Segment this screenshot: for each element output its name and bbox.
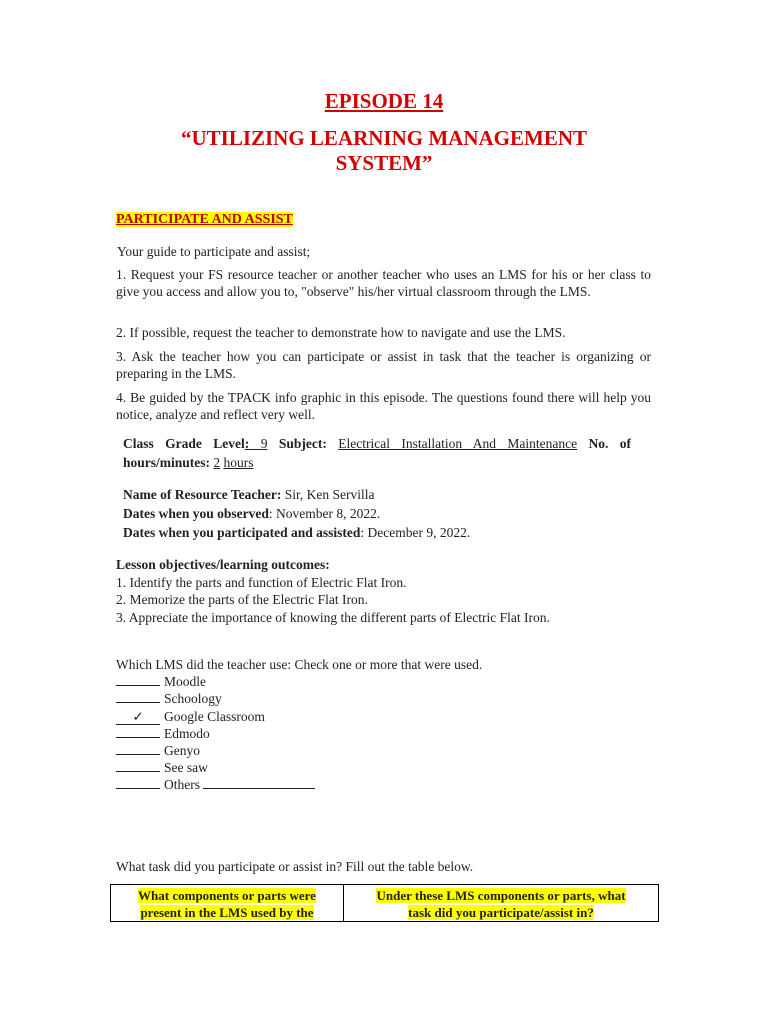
step-2: 2. If possible, request the teacher to demonstrate how to navigate and use the LMS. [116,325,566,340]
step-4: 4. Be guided by the TPACK info graphic in this episode. The questions found there will help you notice, analyze and reflect very well. [116,390,651,422]
step-3: 3. Ask the teacher how you can participate or assist in task that the teacher is organizing or preparing in the LMS. [116,349,651,381]
lms-checklist [116,656,482,793]
task-table [110,884,659,922]
page-title [0,126,768,176]
section-heading: PARTICIPATE AND ASSIST [116,212,293,227]
lms-option-others[interactable]: Others [116,776,482,793]
lms-option-edmodo[interactable]: Edmodo [116,725,482,742]
step-1: 1. Request your FS resource teacher or another teacher who uses an LMS for his or her class to give you access and allow you to, "observe" his/her virtual classroom through the LMS. [116,267,651,299]
table-row [111,885,659,922]
objective-item: 1. Identify the parts and function of Electric Flat Iron. [116,574,407,590]
lms-option-schoology[interactable]: Schoology [116,690,482,707]
check-mark-icon: ✓ [116,710,160,725]
page-title-line-1: “UTILIZING LEARNING MANAGEMENT [180,126,588,150]
page-title-line-2: SYSTEM” [335,151,433,175]
others-input[interactable] [203,776,315,789]
teacher-info: Name of Resource Teacher: Sir, Ken Servilla Dates when you observed: November 8, 2022. Dates when you participated and assisted: December 9, 2022. [123,487,471,540]
table-header-tasks: Under these LMS components or parts, what task did you participate/assist in? [344,885,659,922]
intro-text: Your guide to participate and assist; [117,244,311,259]
objectives-heading: Lesson objectives/learning outcomes: [116,557,330,572]
objectives [116,556,550,626]
lms-option-genyo[interactable]: Genyo [116,742,482,759]
objective-item: 2. Memorize the parts of the Electric Flat Iron. [116,592,368,607]
table-header-components: What components or parts were present in the LMS used by the [111,885,344,922]
lms-option-see-saw[interactable]: See saw [116,759,482,776]
task-question: What task did you participate or assist in? Fill out the table below. [116,859,474,874]
lms-option-moodle[interactable]: Moodle [116,673,482,690]
lms-option-google-classroom[interactable]: ✓ Google Classroom [116,708,482,725]
objective-item: 3. Appreciate the importance of knowing the different parts of Electric Flat Iron. [116,609,550,625]
episode-title: EPISODE 14 [324,89,444,113]
lms-question: Which LMS did the teacher use: Check one or more that were used. [116,657,483,672]
class-info: Class Grade Level: 9 Subject: Electrical Installation And Maintenance No. of hours/minutes: 2 hours [123,436,632,470]
